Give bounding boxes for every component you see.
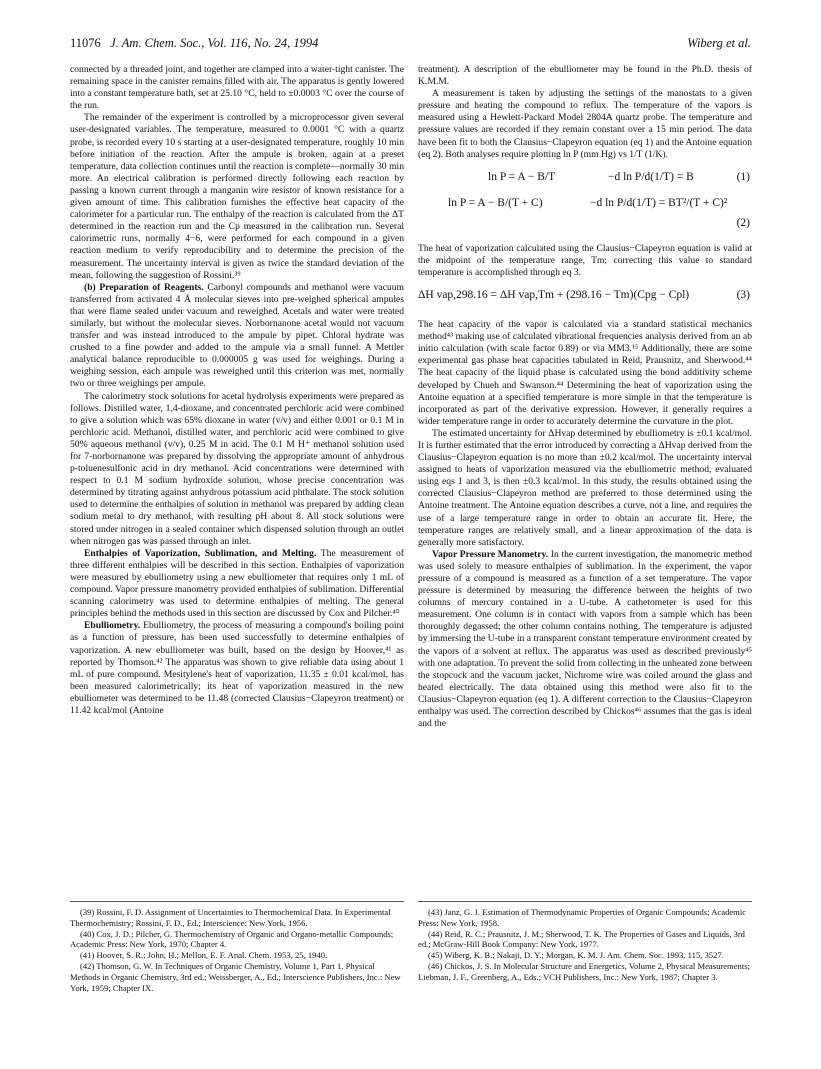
- equation-3: [418, 287, 752, 309]
- reference-item: (45) Wiberg, K. B.; Nakaji, D. Y.; Morgan, K. M. J. Am. Chem. Soc. 1993, 115, 3527.: [428, 950, 724, 961]
- header-left: [70, 36, 318, 51]
- equation-number: (3): [736, 289, 750, 302]
- references-left: [70, 907, 404, 993]
- reference-item: (40) Cox, J. D.; Pilcher, G. Thermochemistry of Organic and Organo-metallic Compounds; Academic Press: New York, 1970; Chapter 4.: [70, 928, 394, 950]
- reference-item: (43) Janz, G. J. Estimation of Thermodynamic Properties of Organic Compounds; Academic Press: New York, 1958.: [418, 907, 747, 928]
- paragraph: The heat capacity of the vapor is calculated via a standard statistical mechanics method⁴³ making use of calculated vibrational frequencies analysis derived from an ab initio calculation (with scale factor 0.89) or via MM3.¹⁵ Additionally, there are some experimental gas phase heat capacities tabulated in Reid, Prausnitz, and Sherwood.⁴⁴ The heat capacity of the liquid phase is calculated using the bond additivity scheme developed by Chueh and Swanson.⁴⁴ Determining the heat of vaporization using the Antoine equation at a specified temperature is more simple in that the temperature is incorporated as part of the derivative expression. However, it generally requires a wider temperature range in order to accurately determine the curvature in the plot.: [418, 319, 752, 427]
- equation-number: (1): [736, 170, 750, 183]
- equation-number: (2): [736, 216, 750, 229]
- equation-lhs: ln P = A − B/(T + C): [448, 196, 543, 209]
- paragraph: [70, 620, 404, 717]
- paragraph: [418, 549, 752, 730]
- footnote-divider: [70, 901, 404, 902]
- equation-1: [418, 169, 752, 191]
- section-heading: Vapor Pressure Manometry.: [432, 548, 549, 560]
- paragraph: A measurement is taken by adjusting the settings of the manostats to a given pressure and heating the compound to reflux. The temperature of the vapors is measured using a Hewlett-Packard Model 2804A quartz probe. The temperature and pressure values are recorded if they remain constant over a 15 min period. The data have been fit to both the Clausius−Clapeyron equation (eq 1) and the Antoine equation (eq 2). Both analyses require plotting ln P (mm Hg) vs 1/T (1/K).: [418, 88, 752, 160]
- equation-body: ΔH vap,298.16 = ΔH vap,Tm + (298.16 − Tm)(Cpg − Cpl): [418, 289, 690, 302]
- paragraph: treatment). A description of the ebulliometer may be found in the Ph.D. thesis of K.M.M.: [418, 64, 752, 88]
- journal-name: J. Am. Chem. Soc.,: [110, 36, 205, 50]
- paragraph: [70, 548, 404, 621]
- paragraph: The remainder of the experiment is controlled by a microprocessor given several user-designated variables. The temperature, measured to 0.0001 °C with a quartz probe, is recorded every 10 s starting at a user-designated temperature, roughly 10 min before initiation of the reaction. After the ampule is broken, again at a preset temperature, data collection continues until the reaction is complete—normally 30 min more. An electrical calibration is performed directly following each reaction by passing a known current through a manganin wire resistor of known resistance for a given amount of time. This calibration furnishes the effective heat capacity of the calorimeter for a particular run. The enthalpy of the reaction is calculated from the ΔT determined in the reaction run and the Cp measured in the calibration run. Several calorimetric runs, normally 4−6, were performed for each compound in a given reaction medium to verify reproducibility and to determine the precision of the measurement. The uncertainty interval is given as twice the standard deviation of the mean, following the suggestion of Rossini.³⁹: [70, 112, 404, 281]
- footnote-divider: [418, 901, 752, 902]
- page-number: 11076: [70, 36, 101, 50]
- paragraph-text: Carbonyl compounds and methanol were vacuum transferred from activated 4 Å molecular sieves into pre-weighed spherical ampules that were flame sealed under vacuum and reweighed. Acetals and water were treated similarly, but without the molecular sieves. Norbornanone acetal would not vacuum transfer and was instead introduced to the ampule by pipet. Chloral hydrate was crushed to a fine powder and added to the ampule via a small funnel. A Mettler analytical balance reproducible to 0.000005 g was used for weighings. During a weighing session, each ampule was reweighed until this criterion was met, normally two or three weighings per ampule.: [70, 281, 404, 390]
- volume-info: Vol. 116, No. 24, 1994: [207, 36, 319, 50]
- paragraph-text: The measurement of three different enthalpies will be described in this section. Enthalpies of vaporization were measured by ebulliometry using a new ebulliometer that requires only 1 mL of compound. Vapor pressure manometry provided enthalpies of sublimation. Differential scanning calorimetry was used to determine enthalpies of melting. The general principles behind the methods used in this section are discussed by Cox and Pilcher.⁴⁰: [70, 547, 405, 620]
- reference-item: (46) Chickos, J. S. In Molecular Structure and Energetics, Volume 2, Physical Measurements; Liebman, J. F., Greenberg, A., Eds.; VCH Publishers, Inc.: New York, 1987; Chapter 3.: [418, 960, 750, 982]
- paragraph: connected by a threaded joint, and together are clamped into a water-tight canister. The remaining space in the canister remains filled with air. The apparatus is gently lowered into a constant temperature bath, set at 25.10 °C, held to ±0.0003 °C over the course of the run.: [70, 64, 404, 112]
- paragraph-text: Ebulliometry, the process of measuring a compound's boiling point as a function of pressure, has been used successfully to determine enthalpies of vaporization. A new ebulliometer was built, based on the design by Hoover,⁴¹ as reported by Thomson.⁴² The apparatus was shown to give reliable data using about 1 mL of pure compound. Mesitylene's heat of vaporization, 11.35 ± 0.01 kcal/mol, has been measured calorimetrically; its heat of vaporization measured in the new ebulliometer was determined to be 11.48 (corrected Clausius−Clapeyron treatment) or 11.42 kcal/mol (Antoine: [70, 620, 404, 716]
- paragraph: [70, 282, 404, 391]
- section-heading: (b) Preparation of Reagents.: [84, 281, 204, 293]
- right-column: [418, 64, 752, 730]
- reference-item: (41) Hoover, S. R.; John, H.; Mellon, E. F. Anal. Chem. 1953, 25, 1940.: [80, 950, 328, 961]
- reference-item: (42) Thomson, G. W. In Techniques of Organic Chemistry, Volume 1, Part 1. Physical Methods in Organic Chemistry, 3rd ed.; Weissberger, A., Ed.; Interscience Publishers, Inc.: New York, 1959; Chapter IX.: [70, 960, 401, 993]
- equation-lhs: ln P = A − B/T: [488, 170, 556, 183]
- header-authors: Wiberg et al.: [687, 36, 751, 50]
- equation-derivative: −d ln P/d(1/T) = B: [608, 170, 694, 183]
- reference-item: (44) Reid, R. C.; Prausnitz, J. M.; Sherwood, T. K. The Properties of Gases and Liquids, 3rd ed.; McGraw-Hill Book Company: New York, 1977.: [418, 928, 745, 950]
- paragraph: The estimated uncertainty for ΔHvap determined by ebulliometry is ±0.1 kcal/mol. It is further estimated that the error introduced by correcting a ΔHvap derived from the Clausius−Clapeyron equation is no more than ±0.2 kcal/mol. The uncertainty interval assigned to heats of vaporization measured via the ebulliometric method, evaluated using eqs 1 and 3, is then ±0.3 kcal/mol. In this study, the results obtained using the corrected Clausius−Clapeyron method are preferred to those determined using the Antoine treatment. The Antoine equation describes a curve, not a line, and requires the use of a large temperature range in order to obtain an accurate fit. Here, the temperature ranges are relatively small, and a linear approximation of the data is generally more satisfactory.: [418, 427, 752, 548]
- references-right: [418, 907, 752, 983]
- paragraph: The calorimetry stock solutions for acetal hydrolysis experiments were prepared as follows. Distilled water, 1,4-dioxane, and concentrated perchloric acid were combined to give a solution which was 65% dioxane in water (v/v) and either 0.001 or 0.1 M in perchloric acid. Methanol, distilled water, and perchloric acid were combined to give 50% aqueous methanol (v/v), 0.25 M in acid. The 0.1 M H⁺ methanol solution used for 7-norbornanone was prepared by dissolving the appropriate amount of anhydrous p-toluenesulfonic acid in dry methanol. Acid concentrations were determined with respect to 0.1 M sodium hydroxide solution, whose precise concentration was determined by titrating against anhydrous potassium acid phthalate. The stock solution used to determine the enthalpies of solution in methanol was prepared by adding clean sodium metal to dry methanol, with resulting pH about 8. All stock solutions were stored under nitrogen in a sealed container which dispensed solution through an outlet when nitrogen gas was passed through an inlet.: [70, 390, 404, 547]
- equation-derivative: −d ln P/d(1/T) = BT²/(T + C)²: [590, 196, 728, 209]
- running-header: [70, 36, 751, 56]
- reference-item: (39) Rossini, F. D. Assignment of Uncertainties to Thermochemical Data. In Experimental Thermochemistry; Rossini, F. D., Ed.; Interscience: New York, 1956.: [70, 907, 391, 928]
- section-heading: Ebulliometry.: [84, 620, 141, 632]
- section-heading: Enthalpies of Vaporization, Sublimation, and Melting.: [84, 547, 317, 559]
- paragraph: The heat of vaporization calculated using the Clausius−Clapeyron equation is valid at the midpoint of the temperature range, Tm; correcting this value to standard temperature is accomplished through eq 3.: [418, 242, 752, 278]
- equation-2: [418, 195, 752, 233]
- left-column: [70, 64, 404, 717]
- paragraph-text: In the current investigation, the manometric method was used solely to measure enthalpies of sublimation. In the experiment, the vapor pressure of a compound is measured as a function of a set temperature. The vapor pressure is determined by measuring the difference between the heights of two columns of mercury contained in a U-tube. A cathetometer is used for this measurement. One column is in contact with vapors from a sample which has been thoroughly degassed; the other column contains nothing. The temperature is adjusted by immersing the U-tube in a transparent constant temperature environment created by the vapors of a solvent at reflux. The apparatus was used as described previously⁴⁵ with one adaptation. To prevent the solid from collecting in the unheated zone between the stopcock and the vacuum jacket, Nichrome wire was coiled around the glass and heated electrically. The data obtained using this method were also fit to the Clausius−Clapeyron equation (eq 1). A different correction to the Clausius−Clapeyron enthalpy was used. The correction described by Chickos⁴⁶ assumes that the gas is ideal and the: [418, 548, 752, 730]
